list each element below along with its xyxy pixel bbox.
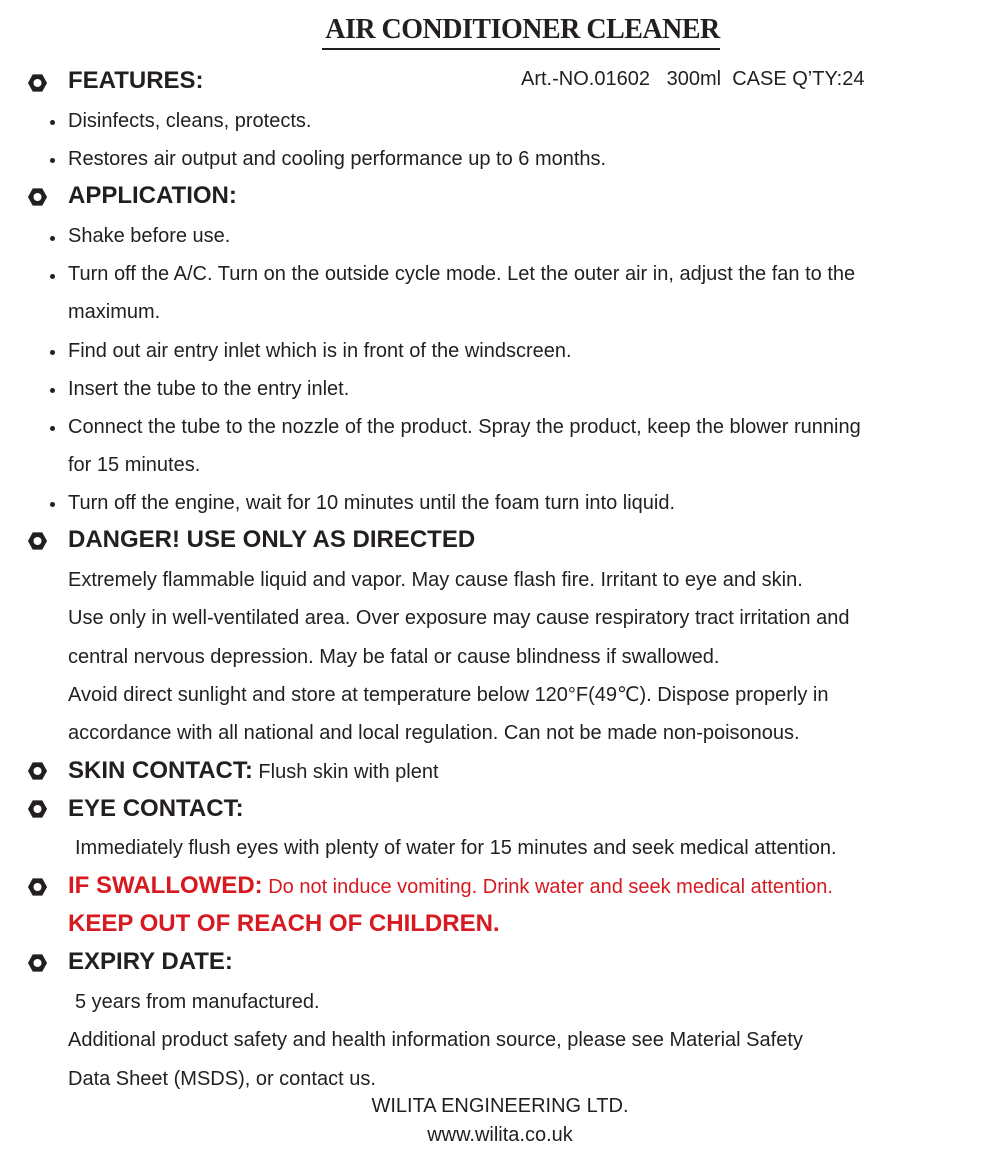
expiry-date-heading: EXPIRY DATE: xyxy=(68,948,233,975)
hexagon-nut-icon xyxy=(27,799,48,819)
bullet-dot-icon xyxy=(50,236,55,241)
bullet-dot-icon xyxy=(50,158,55,163)
document-title: AIR CONDITIONER CLEANER xyxy=(325,14,720,45)
title-underline xyxy=(322,48,720,50)
eye-contact-heading: EYE CONTACT: xyxy=(68,795,244,822)
skin-contact-label: SKIN CONTACT: xyxy=(68,757,253,784)
bullet-dot-icon xyxy=(50,274,55,279)
danger-line: Use only in well-ventilated area. Over exposure may cause respiratory tract irritation and xyxy=(68,607,850,629)
keep-out-warning: KEEP OUT OF REACH OF CHILDREN. xyxy=(68,910,500,937)
bullet-dot-icon xyxy=(50,426,55,431)
hexagon-nut-icon xyxy=(27,877,48,897)
if-swallowed-text: Do not induce vomiting. Drink water and seek medical attention. xyxy=(262,876,833,898)
bullet-dot-icon xyxy=(50,350,55,355)
danger-line: central nervous depression. May be fatal or cause blindness if swallowed. xyxy=(68,646,720,668)
if-swallowed-label: IF SWALLOWED: xyxy=(68,872,263,899)
msds-line: Data Sheet (MSDS), or contact us. xyxy=(68,1068,376,1090)
features-item: Restores air output and cooling performance up to 6 months. xyxy=(68,148,607,170)
application-line: Turn off the A/C. Turn on the outside cycle mode. Let the outer air in, adjust the fan to the xyxy=(68,263,856,285)
danger-heading: DANGER! USE ONLY AS DIRECTED xyxy=(68,526,476,553)
msds-line: Additional product safety and health information source, please see Material Safety xyxy=(68,1029,803,1051)
features-heading: FEATURES: xyxy=(68,67,204,94)
expiry-date-text: 5 years from manufactured. xyxy=(75,991,320,1013)
application-line: Turn off the engine, wait for 10 minutes until the foam turn into liquid. xyxy=(68,492,676,514)
hexagon-nut-icon xyxy=(27,187,48,207)
skin-contact-text: Flush skin with plent xyxy=(252,761,439,783)
bullet-dot-icon xyxy=(50,388,55,393)
company-name: WILITA ENGINEERING LTD. xyxy=(371,1095,629,1117)
bullet-dot-icon xyxy=(50,120,55,125)
application-heading: APPLICATION: xyxy=(68,182,237,209)
article-info: Art.-NO.01602 300ml CASE Q’TY:24 xyxy=(521,68,865,90)
hexagon-nut-icon xyxy=(27,531,48,551)
hexagon-nut-icon xyxy=(27,953,48,973)
hexagon-nut-icon xyxy=(27,73,48,93)
application-line: Connect the tube to the nozzle of the product. Spray the product, keep the blower running xyxy=(68,416,861,438)
danger-line: Avoid direct sunlight and store at temperature below 120°F(49℃). Dispose properly in xyxy=(68,684,829,706)
application-line: for 15 minutes. xyxy=(68,454,201,476)
bullet-dot-icon xyxy=(50,502,55,507)
application-line: Find out air entry inlet which is in front of the windscreen. xyxy=(68,340,572,362)
application-line: Insert the tube to the entry inlet. xyxy=(68,378,350,400)
application-line: maximum. xyxy=(68,301,161,323)
if-swallowed-heading xyxy=(68,871,833,902)
application-line: Shake before use. xyxy=(68,225,231,247)
danger-line: accordance with all national and local regulation. Can not be made non-poisonous. xyxy=(68,722,800,744)
eye-contact-text: Immediately flush eyes with plenty of water for 15 minutes and seek medical attention. xyxy=(75,837,837,859)
skin-contact-heading xyxy=(68,756,439,787)
features-item: Disinfects, cleans, protects. xyxy=(68,110,312,132)
website-link[interactable]: www.wilita.co.uk xyxy=(427,1124,573,1146)
danger-line: Extremely flammable liquid and vapor. May cause flash fire. Irritant to eye and skin. xyxy=(68,569,803,591)
hexagon-nut-icon xyxy=(27,761,48,781)
